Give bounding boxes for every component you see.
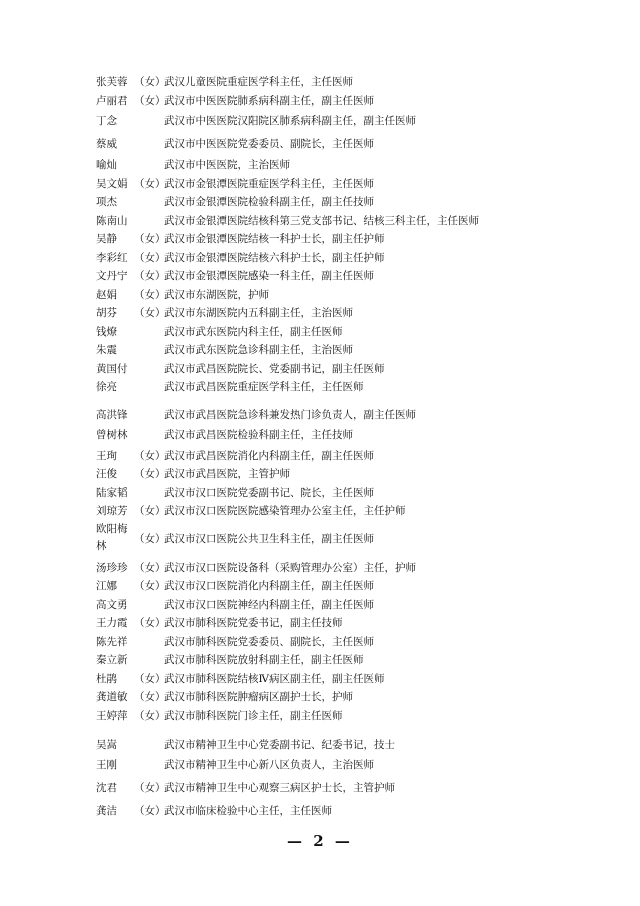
gender-mark: （女） <box>134 782 166 794</box>
entry-row <box>96 304 616 323</box>
entry-row <box>96 92 616 111</box>
gender-mark: （女） <box>134 76 166 88</box>
gender-mark: （女） <box>134 94 166 107</box>
entry-row <box>96 133 616 156</box>
entry-row <box>96 521 616 559</box>
entry-row <box>96 156 616 175</box>
person-name: 陈南山 <box>96 214 128 227</box>
position-description: 武汉市武昌医院急诊科兼发热门诊负责人，副主任医师 <box>164 408 416 421</box>
entry-row <box>96 633 616 652</box>
gender-mark: （女） <box>134 561 166 574</box>
entry-row <box>96 378 616 397</box>
position-description: 武汉市武昌医院重症医学科主任，主任医师 <box>164 381 364 393</box>
person-name: 龚道敏 <box>96 691 128 703</box>
person-name: 胡芬 <box>96 307 117 319</box>
entry-row <box>96 249 616 268</box>
position-description: 武汉市金银潭医院结核六科护士长，副主任护师 <box>164 251 385 264</box>
entry-row <box>96 577 616 596</box>
position-description: 武汉市武东医院内科主任，副主任医师 <box>164 325 343 338</box>
position-description: 武汉市中医医院党委委员、副院长，主任医师 <box>164 138 374 150</box>
person-name: 汪俊 <box>96 468 117 480</box>
position-description: 武汉市武昌医院，主管护师 <box>164 468 290 480</box>
person-name: 王刚 <box>96 759 117 771</box>
gender-mark: （女） <box>134 468 166 480</box>
entry-list <box>96 73 616 823</box>
person-name: 朱震 <box>96 344 117 356</box>
entry-row <box>96 73 616 92</box>
position-description: 武汉市金银潭医院结核一科护士长，副主任护师 <box>164 233 385 245</box>
gender-mark: （女） <box>134 691 166 703</box>
position-description: 武汉市精神卫生中心新八区负责人，主治医师 <box>164 759 374 771</box>
position-description: 武汉市武昌医院消化内科副主任，副主任医师 <box>164 449 374 462</box>
gender-mark: （女） <box>134 709 166 722</box>
entry-row <box>96 110 616 133</box>
position-description: 武汉市汉口医院医院感染管理办公室主任，主任护师 <box>164 505 406 517</box>
person-name: 汤珍珍 <box>96 561 128 574</box>
gender-mark: （女） <box>134 288 166 301</box>
entry-row <box>96 230 616 249</box>
position-description: 武汉市汉口医院设备科（采购管理办公室）主任，护师 <box>164 561 416 574</box>
position-description: 武汉市汉口医院消化内科副主任，副主任医师 <box>164 580 374 592</box>
person-name: 秦立新 <box>96 654 128 666</box>
position-description: 武汉市汉口医院党委副书记、院长，主任医师 <box>164 486 374 499</box>
entry-row <box>96 175 616 194</box>
position-description: 武汉市金银潭医院结核科第三党支部书记、结核三科主任，主任医师 <box>164 214 479 227</box>
position-description: 武汉市汉口医院神经内科副主任，副主任医师 <box>164 598 374 611</box>
position-description: 武汉市金银潭医院重症医学科主任，主任医师 <box>164 177 374 190</box>
entry-row <box>96 465 616 484</box>
entry-row <box>96 193 616 212</box>
person-name: 丁念 <box>96 115 117 127</box>
entry-row <box>96 484 616 503</box>
entry-row <box>96 397 616 424</box>
position-description: 武汉市肺科医院党委书记，副主任技师 <box>164 617 343 629</box>
person-name: 钱燎 <box>96 325 117 338</box>
person-name: 卢丽君 <box>96 94 128 107</box>
position-description: 武汉市临床检验中心主任，主任医师 <box>164 805 332 817</box>
entry-row <box>96 777 616 800</box>
person-name: 赵娟 <box>96 288 117 301</box>
entry-row <box>96 360 616 379</box>
gender-mark: （女） <box>134 251 166 264</box>
position-description: 武汉市中医医院肺系病科副主任，副主任医师 <box>164 94 374 107</box>
entry-row <box>96 800 616 823</box>
position-description: 武汉市金银潭医院检验科副主任，副主任技师 <box>164 196 374 208</box>
person-name: 高文勇 <box>96 598 128 611</box>
gender-mark: （女） <box>134 449 166 462</box>
entry-row <box>96 267 616 286</box>
person-name: 杜鹃 <box>96 672 117 685</box>
gender-mark: （女） <box>134 672 166 685</box>
person-name: 蔡威 <box>96 138 117 150</box>
entry-row <box>96 725 616 754</box>
person-name: 陆家韬 <box>96 486 128 499</box>
position-description: 武汉市武昌医院院长、党委副书记，副主任医师 <box>164 362 385 375</box>
person-name: 曾树林 <box>96 428 128 441</box>
position-description: 武汉市东湖医院，护师 <box>164 288 269 301</box>
person-name: 张芙蓉 <box>96 76 128 88</box>
person-name: 徐亮 <box>96 381 117 393</box>
person-name: 项杰 <box>96 196 117 208</box>
gender-mark: （女） <box>134 233 166 245</box>
position-description: 武汉市武东医院急诊科副主任，主治医师 <box>164 344 353 356</box>
person-name: 吴静 <box>96 233 117 245</box>
person-name: 龚洁 <box>96 805 117 817</box>
entry-row <box>96 707 616 726</box>
person-name: 王力霞 <box>96 617 128 629</box>
gender-mark: （女） <box>134 307 166 319</box>
position-description: 武汉市东湖医院内五科副主任，主治医师 <box>164 307 353 319</box>
entry-row <box>96 651 616 670</box>
position-description: 武汉市中医医院汉阳院区肺系病科副主任，副主任医师 <box>164 115 416 127</box>
entry-row <box>96 502 616 521</box>
entry-row <box>96 323 616 342</box>
person-name: 吴嵩 <box>96 739 117 751</box>
person-name: 陈先祥 <box>96 635 128 648</box>
entry-row <box>96 447 616 466</box>
person-name: 欧阳梅林 <box>96 522 128 552</box>
position-description: 武汉市武昌医院检验科副主任，主任技师 <box>164 428 353 441</box>
gender-mark: （女） <box>134 617 166 629</box>
position-description: 武汉市肺科医院肿瘤病区副护士长，护师 <box>164 691 353 703</box>
position-description: 武汉市精神卫生中心党委副书记、纪委书记，技士 <box>164 739 395 751</box>
entry-row <box>96 754 616 777</box>
entry-row <box>96 424 616 447</box>
person-name: 李彩红 <box>96 251 128 264</box>
position-description: 武汉市中医医院，主治医师 <box>164 159 290 171</box>
entry-row <box>96 341 616 360</box>
position-description: 武汉市金银潭医院感染一科主任，副主任医师 <box>164 270 374 282</box>
position-description: 武汉市精神卫生中心观察三病区护士长，主管护师 <box>164 782 395 794</box>
person-name: 王婷萍 <box>96 709 128 722</box>
person-name: 刘琼芳 <box>96 505 128 517</box>
position-description: 武汉市汉口医院公共卫生科主任，副主任医师 <box>164 532 374 545</box>
person-name: 王珣 <box>96 449 117 462</box>
person-name: 高洪锋 <box>96 408 128 421</box>
entry-row <box>96 688 616 707</box>
entry-row <box>96 559 616 578</box>
entry-row <box>96 614 616 633</box>
entry-row <box>96 286 616 305</box>
position-description: 武汉儿童医院重症医学科主任，主任医师 <box>164 76 353 88</box>
gender-mark: （女） <box>134 177 166 190</box>
position-description: 武汉市肺科医院门诊主任，副主任医师 <box>164 709 343 722</box>
gender-mark: （女） <box>134 270 166 282</box>
page-number: — 2 — <box>287 832 353 850</box>
person-name: 江娜 <box>96 580 117 592</box>
position-description: 武汉市肺科医院党委委员、副院长，主任医师 <box>164 635 374 648</box>
person-name: 喻灿 <box>96 159 117 171</box>
entry-row <box>96 596 616 615</box>
person-name: 沈君 <box>96 782 117 794</box>
person-name: 黄国付 <box>96 362 128 375</box>
gender-mark: （女） <box>134 580 166 592</box>
gender-mark: （女） <box>134 805 166 817</box>
gender-mark: （女） <box>134 505 166 517</box>
person-name: 文丹宁 <box>96 270 128 282</box>
entry-row <box>96 212 616 231</box>
gender-mark: （女） <box>134 532 166 545</box>
entry-row <box>96 670 616 689</box>
position-description: 武汉市肺科医院放射科副主任，副主任医师 <box>164 654 364 666</box>
position-description: 武汉市肺科医院结核Ⅳ病区副主任，副主任医师 <box>164 672 385 685</box>
person-name: 吴文娟 <box>96 177 128 190</box>
